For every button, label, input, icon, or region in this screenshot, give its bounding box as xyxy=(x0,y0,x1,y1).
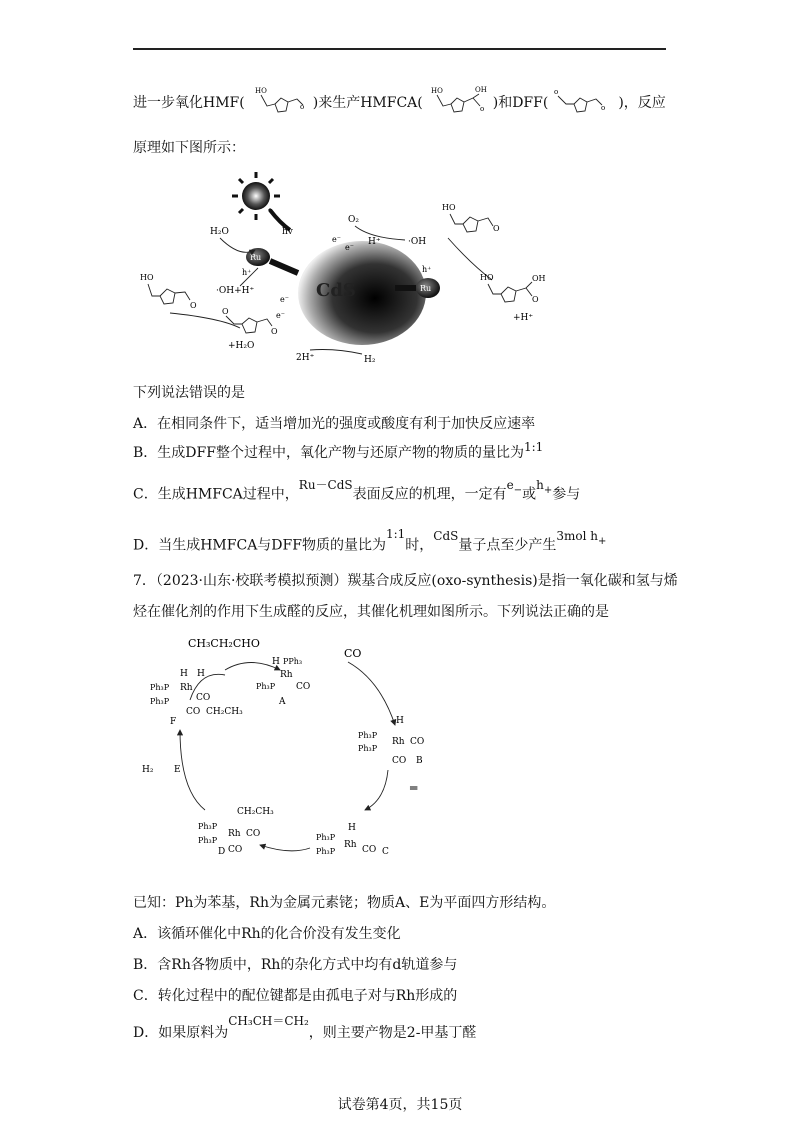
svg-text:H: H xyxy=(396,716,404,726)
svg-text:C: C xyxy=(382,847,389,857)
q6-option-d: D．当生成HMFCA与DFF物质的量比为1:1时，CdS量子点至少产生3mol h+ xyxy=(133,526,607,554)
svg-text:e⁻: e⁻ xyxy=(332,235,341,244)
svg-text:Ph₃P: Ph₃P xyxy=(150,683,170,692)
svg-text:Ph₃P: Ph₃P xyxy=(198,836,218,845)
q7-line-1: 7．（2023·山东·校联考模拟预测）羰基合成反应(oxo-synthesis)是指一氧化碳和氢与烯 xyxy=(133,573,678,589)
q7-option-a: A．该循环催化中Rh的化合价没有发生变化 xyxy=(133,926,401,942)
svg-text:Ph₃P: Ph₃P xyxy=(358,744,378,753)
svg-text:CH₂CH₃: CH₂CH₃ xyxy=(206,707,243,717)
plus-h-label: +H⁺ xyxy=(513,313,534,323)
complex-b xyxy=(358,716,424,766)
svg-text:CO: CO xyxy=(392,756,407,766)
svg-text:O: O xyxy=(532,295,539,304)
hmf-structure xyxy=(245,84,313,122)
intro-text-1: 进一步氧化HMF( xyxy=(133,95,245,111)
svg-text:D: D xyxy=(218,847,226,857)
svg-text:Rh: Rh xyxy=(344,840,357,850)
svg-text:H⁺: H⁺ xyxy=(368,237,381,247)
svg-text:CO: CO xyxy=(246,829,261,839)
svg-text:o: o xyxy=(299,103,304,111)
photocatalysis-figure xyxy=(130,168,570,373)
intro-text-2: )来生产HMFCA( xyxy=(312,95,423,111)
hmfca-structure xyxy=(423,84,493,122)
svg-text:CO: CO xyxy=(228,845,243,855)
co-input: CO xyxy=(344,647,362,660)
svg-text:o: o xyxy=(479,105,484,113)
q7-option-c: C．转化过程中的配位键都是由孤电子对与Rh形成的 xyxy=(133,988,458,1004)
svg-text:F: F xyxy=(170,717,177,727)
oh-h-label: ·OH+H⁺ xyxy=(216,286,255,296)
svg-text:H: H xyxy=(272,657,280,667)
svg-text:H: H xyxy=(197,669,205,679)
svg-text:e⁻: e⁻ xyxy=(345,243,354,252)
svg-text:Rh: Rh xyxy=(228,829,241,839)
svg-text:Rh: Rh xyxy=(180,683,193,693)
svg-text:o: o xyxy=(601,104,606,112)
q7-known: 已知：Ph为苯基，Rh为金属元素铑；物质A、E为平面四方形结构。 xyxy=(133,895,556,911)
svg-text:O: O xyxy=(222,307,229,316)
svg-text:HO: HO xyxy=(480,273,494,282)
svg-text:CO: CO xyxy=(196,693,211,703)
hmf-left-structure xyxy=(140,273,197,310)
q7-line-2: 烃在催化剂的作用下生成醛的反应，其催化机理如图所示。下列说法正确的是 xyxy=(133,604,609,620)
dff-product-structure xyxy=(222,307,278,336)
top-rule xyxy=(133,48,666,50)
hv-label: hv xyxy=(282,227,293,237)
svg-text:PPh₃: PPh₃ xyxy=(283,657,303,666)
complex-d xyxy=(198,807,274,857)
svg-text:CO: CO xyxy=(362,845,377,855)
svg-text:H: H xyxy=(348,823,356,833)
q6-c-formula: Ru－CdS xyxy=(298,477,353,492)
svg-text:e⁻: e⁻ xyxy=(276,311,285,320)
complex-c xyxy=(316,823,389,857)
h2o-label: H₂O xyxy=(210,227,229,237)
complex-f xyxy=(150,669,243,727)
hmfca-right-structure xyxy=(480,273,546,304)
svg-text:Ph₃P: Ph₃P xyxy=(358,731,378,740)
svg-text:A: A xyxy=(279,697,286,707)
svg-text:h⁺: h⁺ xyxy=(242,268,252,277)
intro-line xyxy=(133,84,666,122)
page-footer: 试卷第4页，共15页 xyxy=(337,1097,463,1113)
svg-text:Ph₃P: Ph₃P xyxy=(256,682,276,691)
svg-text:CO: CO xyxy=(186,707,201,717)
svg-text:Ru: Ru xyxy=(420,284,432,293)
svg-text:CO: CO xyxy=(296,682,311,692)
svg-text:Ru: Ru xyxy=(250,253,262,262)
svg-text:O: O xyxy=(271,327,278,336)
intro-text-3: )和DFF( xyxy=(492,95,549,111)
svg-text:B: B xyxy=(416,756,423,766)
svg-text:H: H xyxy=(180,669,188,679)
svg-text:CO: CO xyxy=(410,737,425,747)
two-h-label: 2H⁺ xyxy=(296,353,315,363)
catalytic-cycle-figure xyxy=(130,630,450,870)
hmf-top-right-structure xyxy=(442,203,500,233)
q6-stem: 下列说法错误的是 xyxy=(133,385,245,401)
svg-text:e⁻: e⁻ xyxy=(280,295,289,304)
svg-text:HO: HO xyxy=(442,203,456,212)
q6-option-a: A．在相同条件下，适当增加光的强度或酸度有利于加快反应速率 xyxy=(133,416,536,432)
svg-text:Ph₃P: Ph₃P xyxy=(316,847,336,856)
svg-text:OH: OH xyxy=(474,86,487,94)
h2-label: H₂ xyxy=(364,355,376,365)
h2-input: H₂ xyxy=(142,765,154,775)
dff-structure xyxy=(548,84,618,122)
svg-text:CH₂CH₃: CH₂CH₃ xyxy=(237,807,274,817)
svg-text:E: E xyxy=(174,765,181,775)
oh-radical-label: ·OH xyxy=(408,237,427,247)
svg-text:o: o xyxy=(554,88,559,96)
q7-option-d: D．如果原料为CH₃CH＝CH₂，则主要产物是2-甲基丁醛 xyxy=(133,1023,476,1043)
svg-text:Ph₃P: Ph₃P xyxy=(150,697,170,706)
q7-d-formula: CH₃CH＝CH₂ xyxy=(228,1014,309,1028)
svg-text:HO: HO xyxy=(140,273,154,282)
q6-option-b: B．生成DFF整个过程中，氧化产物与还原产物的物质的量比为1:1 xyxy=(133,443,543,463)
svg-text:Ph₃P: Ph₃P xyxy=(316,833,336,842)
svg-text:O: O xyxy=(190,301,197,310)
intro-text-4: )，反应 xyxy=(618,95,666,111)
svg-text:h⁺: h⁺ xyxy=(422,265,432,274)
q7-option-b: B．含Rh各物质中，Rh的杂化方式中均有d轨道参与 xyxy=(133,957,458,973)
hmf-ho: HO xyxy=(254,87,267,95)
cds-label: CdS xyxy=(316,280,356,301)
svg-text:O: O xyxy=(493,224,500,233)
h2o-product-label: +H₂O xyxy=(228,341,255,351)
svg-text:Ph₃P: Ph₃P xyxy=(198,822,218,831)
q6-option-c: C．生成HMFCA过程中，Ru－CdS表面反应的机理，一定有e−或h+参与 xyxy=(133,481,580,505)
aldehyde-product: CH₃CH₂CHO xyxy=(188,637,260,650)
svg-text:OH: OH xyxy=(532,274,546,283)
ethylene-input: ═ xyxy=(410,781,418,795)
svg-text:HO: HO xyxy=(430,87,443,95)
o2-label: O₂ xyxy=(348,215,359,225)
svg-text:Rh: Rh xyxy=(392,737,405,747)
intro-line-2: 原理如下图所示： xyxy=(133,140,245,156)
q6-b-ratio: 1:1 xyxy=(523,440,544,454)
svg-text:Rh: Rh xyxy=(280,670,293,680)
